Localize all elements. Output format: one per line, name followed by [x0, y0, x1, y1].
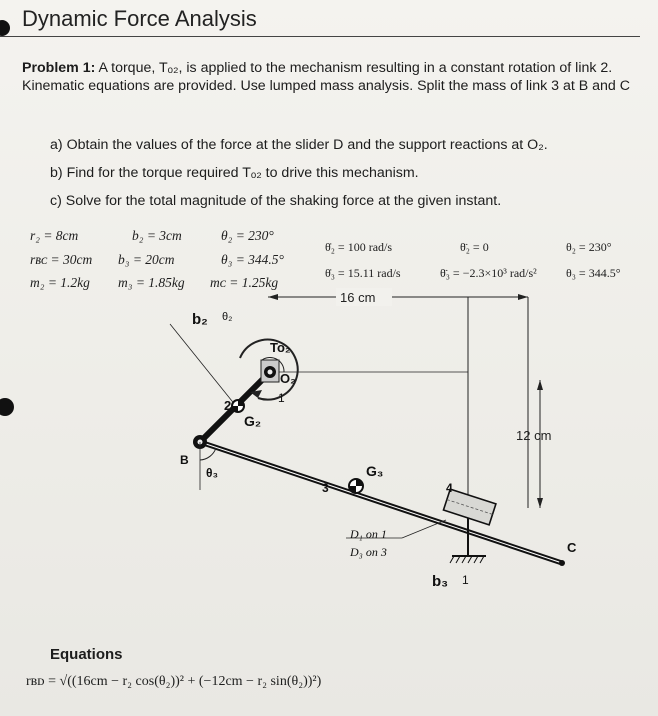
label-g3: G₃	[366, 463, 384, 479]
g3-center-quadrant-a	[356, 479, 363, 486]
question-text: Obtain the values of the force at the slider D and the support reactions at O₂.	[66, 137, 548, 153]
hatch-line	[474, 556, 478, 563]
given-m3: m₃ = 1.85kg	[118, 275, 185, 290]
hatch-line	[462, 556, 466, 563]
kin-theta3-repeat: θ₃ = 344.5°	[566, 266, 621, 280]
hatch-line	[450, 556, 454, 563]
dimension-16cm-label: 16 cm	[340, 290, 376, 305]
b2-reference-line	[170, 324, 236, 406]
question-label: b)	[50, 165, 63, 181]
hatch-line	[468, 556, 472, 563]
question-label: c)	[50, 193, 62, 209]
arrowhead-left	[268, 294, 278, 300]
given-theta3: θ₃ = 344.5°	[221, 252, 284, 267]
label-d1-on-1: D₁ on 1	[350, 527, 387, 541]
given-theta2: θ₂ = 230°	[221, 228, 274, 243]
label-g2: G₂	[244, 413, 262, 429]
label-theta3: θ₃	[206, 466, 219, 480]
given-b2: b₂ = 3cm	[132, 228, 182, 243]
question-text: Find for the torque required Tₒ₂ to drive this mechanism.	[66, 165, 419, 181]
slider-ground-hatch	[450, 556, 484, 563]
equations-heading: Equations	[50, 646, 123, 663]
question-label: a)	[50, 137, 63, 153]
label-link-3: 3	[322, 481, 329, 495]
label-b2: b₂	[192, 311, 208, 328]
end-c-point	[559, 560, 565, 566]
label-o2: O₂	[280, 371, 296, 386]
problem-label: Problem 1:	[22, 60, 96, 76]
equation-rbd: rʙᴅ = √((16cm − r₂ cos(θ₂))² + (−12cm − r₂ sin(θ₂))²)	[26, 674, 322, 689]
label-b: B	[180, 453, 189, 467]
given-m2: m₂ = 1.2kg	[30, 275, 90, 290]
kin-omega2: θ̇₂ = 100 rad/s	[325, 240, 393, 254]
label-theta2: θ₂	[222, 311, 233, 323]
label-c: C	[567, 540, 577, 555]
kin-alpha2: θ̈₂ = 0	[460, 240, 489, 254]
question-text: Solve for the total magnitude of the shaking force at the given instant.	[65, 193, 502, 209]
label-link-4: 4	[446, 481, 453, 495]
label-torque-o2: To₂	[270, 340, 291, 355]
label-link-2: 2	[224, 398, 232, 413]
label-d3-on-3: D₃ on 3	[350, 545, 387, 559]
kin-alpha3: θ̈₃ = −2.3×10³ rad/s²	[440, 266, 537, 280]
hatch-line	[456, 556, 460, 563]
label-ground-1b: 1	[462, 573, 469, 587]
o2-pin-center	[268, 370, 273, 375]
arrowhead-right	[518, 294, 528, 300]
given-rbc: rʙᴄ = 30cm	[30, 252, 93, 267]
theta3-arc	[200, 448, 216, 460]
page-title: Dynamic Force Analysis	[22, 6, 257, 31]
given-b3: b₃ = 20cm	[118, 252, 175, 267]
arrowhead-down	[537, 498, 543, 508]
d-label-leader	[402, 520, 446, 538]
hatch-line	[480, 556, 484, 563]
label-ground-1a: 1	[278, 391, 285, 405]
kin-theta2-repeat: θ₂ = 230°	[566, 240, 612, 254]
arrowhead-up	[537, 380, 543, 390]
dimension-12cm-label: 12 cm	[516, 428, 552, 443]
kin-omega3: θ̇₃ = 15.11 rad/s	[325, 266, 401, 280]
given-r2: r₂ = 8cm	[30, 228, 79, 243]
label-b3: b₃	[432, 573, 449, 590]
problem-text: A torque, Tₒ₂, is applied to the mechanism resulting in a constant rotation of link 2. Kinematic equations are provided. Use lumped mass analysis. Split the mass of link 3 at B and C	[22, 60, 630, 94]
given-mc: mᴄ = 1.25kg	[210, 275, 279, 290]
